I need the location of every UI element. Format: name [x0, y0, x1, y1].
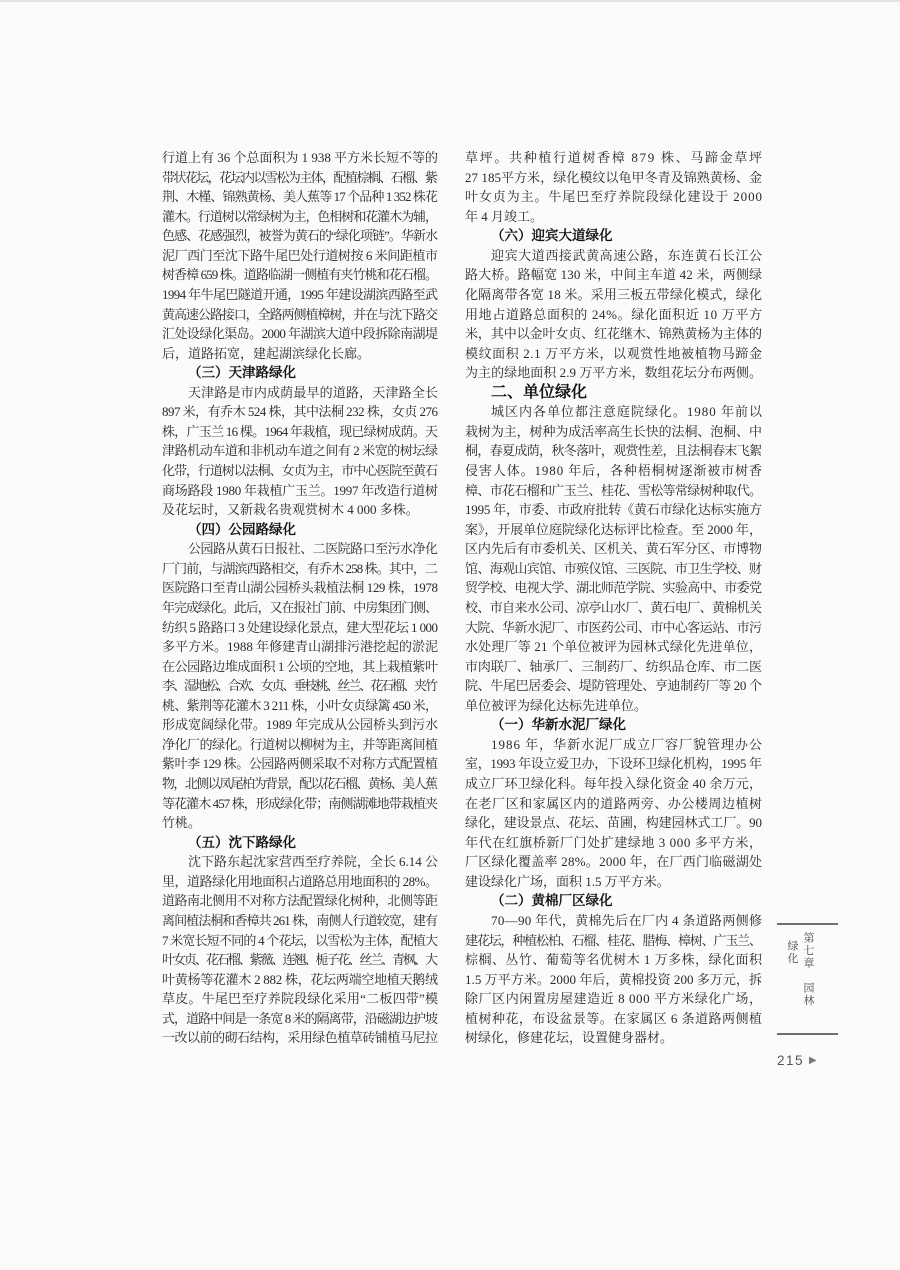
text-line: 1986 年，华新水泥厂成立厂容厂貌管理办公 — [491, 736, 763, 752]
text-line: 泥厂西门至沈下路牛尾巴处行道树按 6 米间距植市 — [162, 247, 438, 263]
text-line: 897 米，有乔木 524 株，其中法桐 232 株，女贞 276 — [162, 404, 438, 420]
text-line: 为主的绿地面积 2.9 万平方米，数组花坛分布两侧。 — [465, 365, 763, 381]
text-line: 1.5 万平方米。2000 年后，黄棉投资 200 多万元，拆 — [465, 971, 763, 987]
subsection-heading: （四）公园路绿化 — [188, 521, 296, 537]
text-line: 净化厂的绿化。行道树以柳树为主，并等距离间植 — [162, 736, 438, 752]
text-line: 树绿化，修建花坛，设置健身器材。 — [465, 1030, 674, 1046]
text-line: 迎宾大道西接武黄高速公路，东连黄石长江公 — [491, 247, 763, 263]
text-line: 米，其中以金叶女贞、红花继木、锦熟黄杨为主体的 — [465, 326, 762, 342]
text-line: 紫叶李 129 株。公园路两侧采取不对称方式配置植 — [162, 756, 438, 772]
text-line: 城区内各单位都注意庭院绿化。1980 年前以 — [491, 404, 763, 420]
text-line: 栽树为主，树种为成活率高生长快的法桐、泡桐、中 — [465, 423, 762, 439]
page-number-value: 215 — [777, 1053, 805, 1068]
text-line: 桃、紫荆等花灌木 3 211 株，小叶女贞绿篱 450 米， — [162, 697, 438, 713]
text-line: 一改以前的砌石结构，采用绿色植草砖铺植马尼拉 — [162, 1030, 438, 1046]
text-line: 在老厂区和家属区内的道路两旁、办公楼周边植树 — [465, 795, 763, 811]
text-column-left — [162, 148, 438, 1048]
text-line: 水处理厂等 21 个单位被评为园林式绿化先进单位， — [465, 639, 763, 655]
text-line: 7 米宽长短不同的 4 个花坛，以雪松为主体，配植大 — [162, 932, 438, 948]
text-line: 商场路段 1980 年栽植广玉兰。1997 年改造行道树 — [162, 482, 438, 498]
text-line: 黄高速公路接口，全路两侧植樟树，并在与沈下路交 — [162, 306, 437, 322]
text-line: 树香樟 659 株。道路临湖一侧植有夹竹桃和花石榴。 — [162, 267, 438, 283]
subsection-heading: （二）黄棉厂区绿化 — [491, 893, 613, 909]
subsection-heading: （六）迎宾大道绿化 — [491, 228, 613, 244]
text-line: 叶黄杨等花灌木 2 882 株，花坛两端空地植天鹅绒 — [162, 971, 438, 987]
text-line: 津路机动车道和非机动车道之间有 2 米宽的树坛绿 — [162, 443, 438, 459]
text-line: 院、牛尾巴居委会、堤防管理处、亨迪制药厂等 20 个 — [465, 678, 762, 694]
text-line: 厂门前，与湖滨西路相交，有乔木 258 株。其中，二 — [162, 560, 438, 576]
text-line: 市肉联厂、轴承厂、三制药厂、纺织品仓库、市二医 — [465, 658, 762, 674]
text-line: 1994 年牛尾巴隧道开通，1995 年建设湖滨西路至武 — [162, 286, 438, 302]
text-line: 行道上有 36 个总面积为 1 938 平方米长短不等的 — [162, 150, 438, 165]
text-line: 单位被评为绿化达标先进单位。 — [465, 697, 648, 713]
section-heading: 二、单位绿化 — [491, 383, 588, 401]
subsection-heading: （一）华新水泥厂绿化 — [491, 717, 626, 733]
text-line: 用地占道路总面积的 24%。绿化面积近 10 万平方 — [465, 306, 763, 322]
text-line: 化带，行道树以法桐、女贞为主，市中心医院至黄石 — [162, 463, 437, 478]
chapter-word-1: 园林 — [802, 982, 814, 1008]
text-line: 及花坛时，又新栽名贵观赏树木 4 000 多株。 — [162, 502, 419, 518]
text-line: 年 4 月竣工。 — [465, 208, 544, 224]
text-line: 竹桃。 — [162, 815, 202, 831]
text-line: 年完成绿化。此后，又在报社门前、中房集团门侧、 — [162, 599, 437, 615]
subsection-heading: （五）沈下路绿化 — [188, 834, 296, 850]
page-arrow-icon: ▶ — [809, 1055, 817, 1066]
text-line: 纺织 5 路路口 3 处建设绿化景点，建大型花坛 1 000 — [162, 619, 438, 635]
text-line: 侵害人体。1980 年后，各种梧桐树逐渐被市树香 — [465, 463, 763, 478]
text-line: 棕榈、丛竹、葡萄等名优树木 1 万多株，绿化面积 — [465, 952, 763, 968]
text-line: 模纹面积 2.1 万平方米，以观赏性地被植物马蹄金 — [465, 345, 763, 361]
text-line: 桐，春夏成荫，秋冬落叶，观赏性差，且法桐春末飞絮 — [465, 443, 762, 459]
chapter-tab — [777, 923, 838, 1035]
subsection-heading: （三）天津路绿化 — [188, 365, 296, 381]
text-line: 带状花坛，花坛内以雪松为主体，配植棕榈、石榴、紫 — [162, 169, 437, 185]
text-line: 建设绿化广场，面积 1.5 万平方米。 — [465, 873, 670, 889]
text-line: 贸学校、电视大学、湖北师范学院、实验高中、市委党 — [465, 580, 762, 596]
text-line: 株，广玉兰 16 棵。1964 年栽植，现已绿树成荫。天 — [162, 423, 438, 439]
text-line: 形成宽阔绿化带。1989 年完成从公园桥头到污水 — [162, 717, 438, 733]
text-line: 70—90 年代，黄棉先后在厂内 4 条道路两侧修 — [491, 912, 763, 928]
text-line: 汇处设绿化渠岛。2000 年湖滨大道中段拆除南湖堤 — [162, 326, 438, 342]
text-line: 等花灌木 457 株，形成绿化带；南侧湖滩地带栽植夹 — [162, 795, 438, 811]
text-line: 化隔离带各宽 18 米。采用三板五带绿化模式，绿化 — [465, 286, 763, 302]
text-line: 在公园路边堆成面积 1 公顷的空地，其上栽植紫叶 — [162, 658, 438, 674]
chapter-word-2: 绿化 — [786, 940, 798, 965]
text-line: 灌木。行道树以常绿树为主，色相树和花灌木为辅， — [162, 208, 437, 224]
text-line: 多平方米。1988 年修建青山湖排污港挖起的淤泥 — [162, 639, 438, 655]
chapter-number: 第七章 — [802, 932, 814, 970]
text-column-right — [465, 148, 762, 1048]
text-line: 校、市自来水公司、凉亭山水厂、黄石电厂、黄棉机关 — [465, 599, 762, 615]
text-line: 里，道路绿化用地面积占道路总用地面积的 28%。 — [162, 873, 438, 889]
text-line: 馆、海观山宾馆、市殡仪馆、三医院、市卫生学校、财 — [465, 560, 762, 576]
text-line: 式，道路中间是一条宽 8 米的隔离带，沿磁湖边护坡 — [162, 1010, 438, 1026]
text-line: 草坪。共种植行道树香樟 879 株、马蹄金草坪 — [465, 150, 764, 165]
chapter-label — [784, 932, 816, 1028]
text-line: 叶女贞为主。牛尾巴至疗养院段绿化建设于 2000 — [465, 189, 763, 205]
text-line: 道路南北侧用不对称方法配置绿化树种，北侧等距 — [162, 893, 438, 909]
text-line: 建花坛，种植松柏、石榴、桂花、腊梅、樟树、广玉兰、 — [465, 932, 761, 948]
text-line: 樟、市花石榴和广玉兰、桂花、雪松等常绿树种取代。 — [465, 482, 762, 498]
text-line: 年代在红旗桥新厂门处扩建绿地 3 000 多平方米， — [465, 834, 763, 850]
page-number — [777, 1053, 817, 1068]
text-line: 27 185平方米，绿化模纹以龟甲冬青及锦熟黄杨、金 — [465, 169, 763, 185]
text-line: 天津路是市内成荫最早的道路，天津路全长 — [188, 384, 439, 400]
scan-edge-artifact — [0, 0, 900, 2]
text-line: 除厂区内闲置房屋建造近 8 000 平方米绿化广场， — [465, 991, 763, 1007]
text-line: 李、湿地松、合欢、女贞、垂枝桃、丝兰、花石榴、夹竹 — [162, 678, 436, 694]
text-line: 植树种花，布设盆景等。在家属区 6 条道路两侧植 — [465, 1010, 763, 1026]
text-line: 案》，开展单位庭院绿化达标评比检查。至 2000 年， — [465, 521, 762, 537]
text-line: 公园路从黄石日报社、二医院路口至污水净化 — [188, 541, 438, 557]
text-line: 离间植法桐和香樟共 261 株，南侧人行道较宽，建有 — [162, 912, 438, 928]
text-line: 路大桥。路幅宽 130 米，中间主车道 42 米，两侧绿 — [465, 267, 763, 283]
text-line: 物，北侧以凤尾柏为背景，配以花石榴、黄杨、美人蕉 — [162, 776, 437, 791]
text-line: 后，道路拓宽，建起湖滨绿化长廊。 — [162, 345, 371, 361]
text-line: 绿化，建设景点、花坛、苗圃，构建园林式工厂。90 — [465, 815, 762, 831]
text-line: 成立厂环卫绿化科。每年投入绿化资金 40 余万元， — [465, 776, 763, 791]
text-line: 叶女贞、花石榴、紫薇、连翘、栀子花、丝兰、青枫、大 — [162, 952, 436, 968]
text-line: 1995 年，市委、市政府批转《黄石市绿化达标实施方 — [465, 502, 762, 518]
text-line: 荆、木槿、锦熟黄杨、美人蕉等 17 个品种 1 352 株花 — [162, 189, 438, 205]
text-line: 色感、花感强烈，被誉为黄石的“绿化项链”。华新水 — [162, 228, 438, 244]
text-line: 沈下路东起沈家营西至疗养院，全长 6.14 公 — [188, 854, 438, 870]
text-line: 大院、华新水泥厂、市医药公司、市中心客运站、市污 — [465, 619, 762, 635]
text-line: 厂区绿化覆盖率 28%。2000 年，在厂西门临磁湖处 — [465, 854, 763, 870]
text-line: 草皮。牛尾巴至疗养院段绿化采用“二板四带”模 — [162, 991, 439, 1007]
text-line: 室，1993 年设立爱卫办，下设环卫绿化机构，1995 年 — [465, 756, 762, 772]
text-line: 区内先后有市委机关、区机关、黄石军分区、市博物 — [465, 541, 762, 557]
text-line: 医院路口至青山湖公园桥头栽植法桐 129 株，1978 — [162, 580, 438, 596]
